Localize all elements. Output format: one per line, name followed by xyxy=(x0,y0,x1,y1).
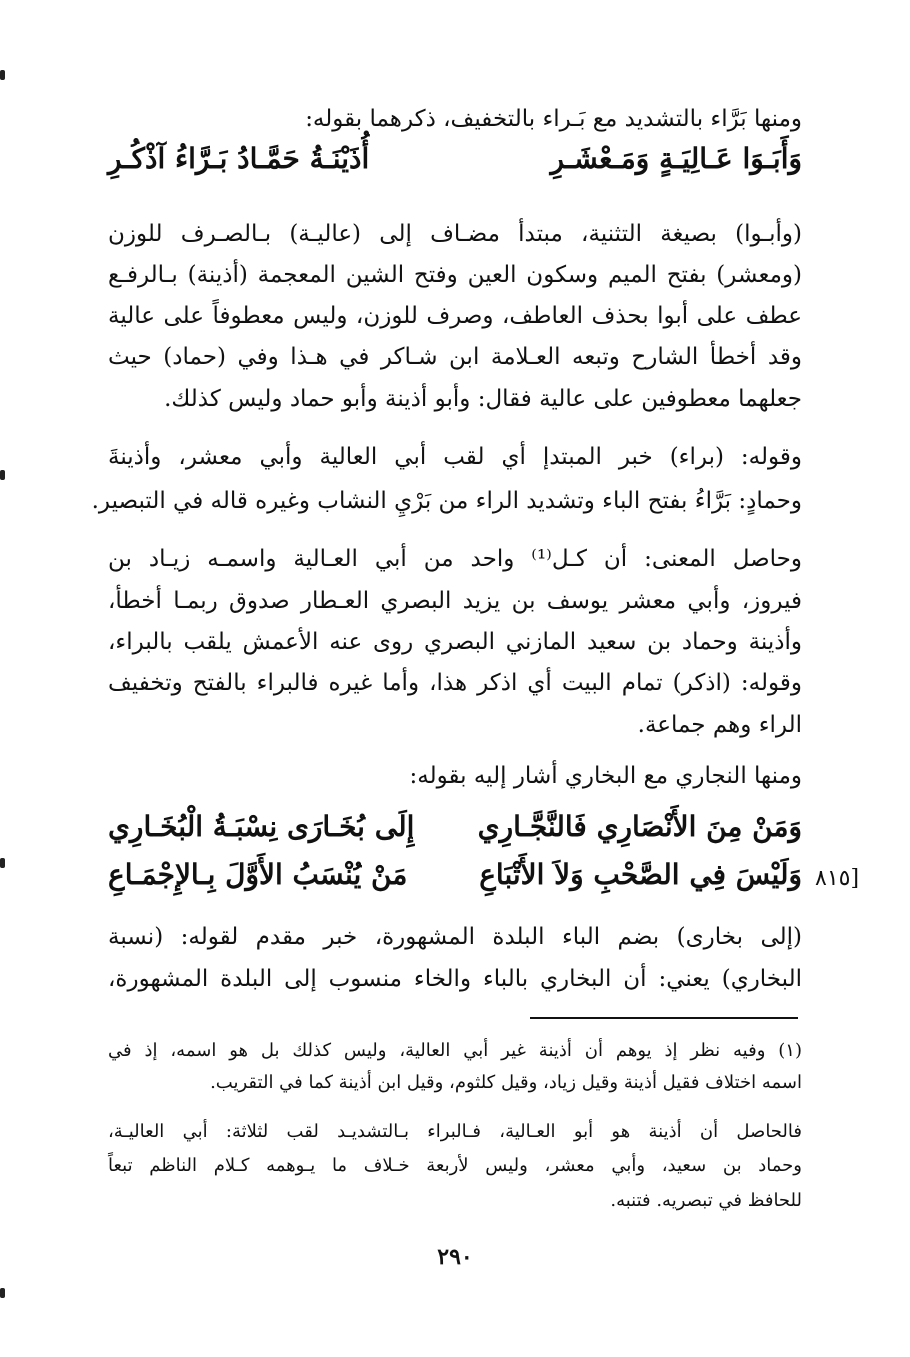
margin-mark-upper xyxy=(0,470,5,480)
verse-2-first-hemistich: وَمَنْ مِنَ الأَنْصَارِي فَالنَّجَّـارِي xyxy=(477,810,802,843)
para1-line-5: جعلهما معطوفين على عالية فقال: وأبو أذينة وأبو حماد وليس كذلك. xyxy=(164,386,802,412)
footnote-separator xyxy=(530,1017,798,1019)
footnote-2-line-2: وحماد بن سعيد، وأبي معشر، وليس لأربعة خـلاف ما يـوهمه كـلام الناظم تبعاً xyxy=(108,1155,802,1176)
para1-line-2: (ومعشر) بفتح الميم وسكون العين وفتح الشين المعجمة (أذينة) بـالرفـع xyxy=(108,262,802,288)
para1-line-1: (وأبـوا) بصيغة التثنية، مبتدأ مضـاف إلى (عاليـة) بـالصـرف للوزن xyxy=(108,221,802,247)
para1-line-4: وقد أخطأ الشارح وتبعه العـلامة ابن شـاكر في هـذا وفي (حماد) حيث xyxy=(108,344,802,370)
para3-line-1: وحاصل المعنى: أن كـل⁽¹⁾ واحد من أبي العـالية واسمـه زيـاد بن xyxy=(108,546,802,572)
verse-2 xyxy=(108,810,802,860)
para3-line-2: فيروز، وأبي معشر يوسف بن يزيد البصري العـطار صدوق ربمـا أخطأ، xyxy=(108,588,802,614)
footnote-2-line-1: فالحاصل أن أذينة هو أبو العـالية، فـالبراء بـالتشديـد لقب لثلاثة: أبي العاليـة، xyxy=(108,1121,802,1142)
para3-line-3: وأذينة وحماد بن سعيد المازني البصري روى عنه الأعمش يلقب بالبراء، xyxy=(108,629,802,655)
footnote-1-line-1: (١) وفيه نظر إذ يوهم أن أذينة غير أبي العالية، وليس كذلك بل هو اسمه، إذ في xyxy=(108,1040,802,1061)
margin-mark-top xyxy=(0,70,5,80)
verse-1-first-hemistich: وَأَبَـوَا عَـالِيَـةٍ وَمَـعْشَـرِ xyxy=(550,142,802,175)
margin-mark-bottom xyxy=(0,1288,5,1298)
para1-line-3: عطف على أبوا بحذف العاطف، وصرف للوزن، وليس معطوفاً على عالية xyxy=(108,303,802,329)
footnote-2-line-3: للحافظ في تبصريه. فتنبه. xyxy=(610,1190,802,1211)
intro-line: ومنها بَرَّاء بالتشديد مع بَـراء بالتخفيف، ذكرهما بقوله: xyxy=(305,106,802,132)
para2-line-2: وحمادٍ: بَرَّاءُ بفتح الباء وتشديد الراء من بَرْيِ النشاب وغيره قاله في التبصير. xyxy=(91,488,802,514)
verse-3 xyxy=(108,858,802,908)
verse-number: [٨١٥ xyxy=(815,866,860,891)
footnote-1-line-2: اسمه اختلاف فقيل أذينة وقيل زياد، وقيل كلثوم، وقيل ابن أذينة كما في التقريب. xyxy=(210,1072,802,1093)
verse-3-first-hemistich: وَلَيْسَ فِي الصَّحْبِ وَلاَ الأَتْبَاعِ xyxy=(479,858,802,891)
margin-mark-lower xyxy=(0,858,5,868)
para4-line-1: (إلى بخارى) بضم الباء البلدة المشهورة، خبر مقدم لقوله: (نسبة xyxy=(108,924,802,950)
para3-line-5: الراء وهم جماعة. xyxy=(637,712,802,738)
verse-1-second-hemistich: أُذَيْنَـةُ حَمَّـادُ بَـرَّاءُ آذْكُـرِ xyxy=(108,142,370,175)
para3-line-4: وقوله: (اذكر) تمام البيت أي اذكر هذا، وأما غيره فالبراء بالفتح وتخفيف xyxy=(108,670,802,696)
page-number: ٢٩٠ xyxy=(437,1244,473,1270)
verse-1 xyxy=(108,142,802,192)
verse-2-second-hemistich: إِلَى بُخَـارَى نِسْبَـةُ الْبُخَـارِي xyxy=(108,810,415,843)
intro-line-2: ومنها النجاري مع البخاري أشار إليه بقوله: xyxy=(409,763,802,789)
para2-line-1: وقوله: (براء) خبر المبتدإ أي لقب أبي العالية وأبي معشر، وأذينةَ xyxy=(108,444,802,470)
verse-3-second-hemistich: مَنْ يُنْسَبُ الأَوَّلَ بِـالإِجْمَـاعِ xyxy=(108,858,408,891)
para4-line-2: البخاري) يعني: أن البخاري بالباء والخاء منسوب إلى البلدة المشهورة، xyxy=(108,966,802,992)
